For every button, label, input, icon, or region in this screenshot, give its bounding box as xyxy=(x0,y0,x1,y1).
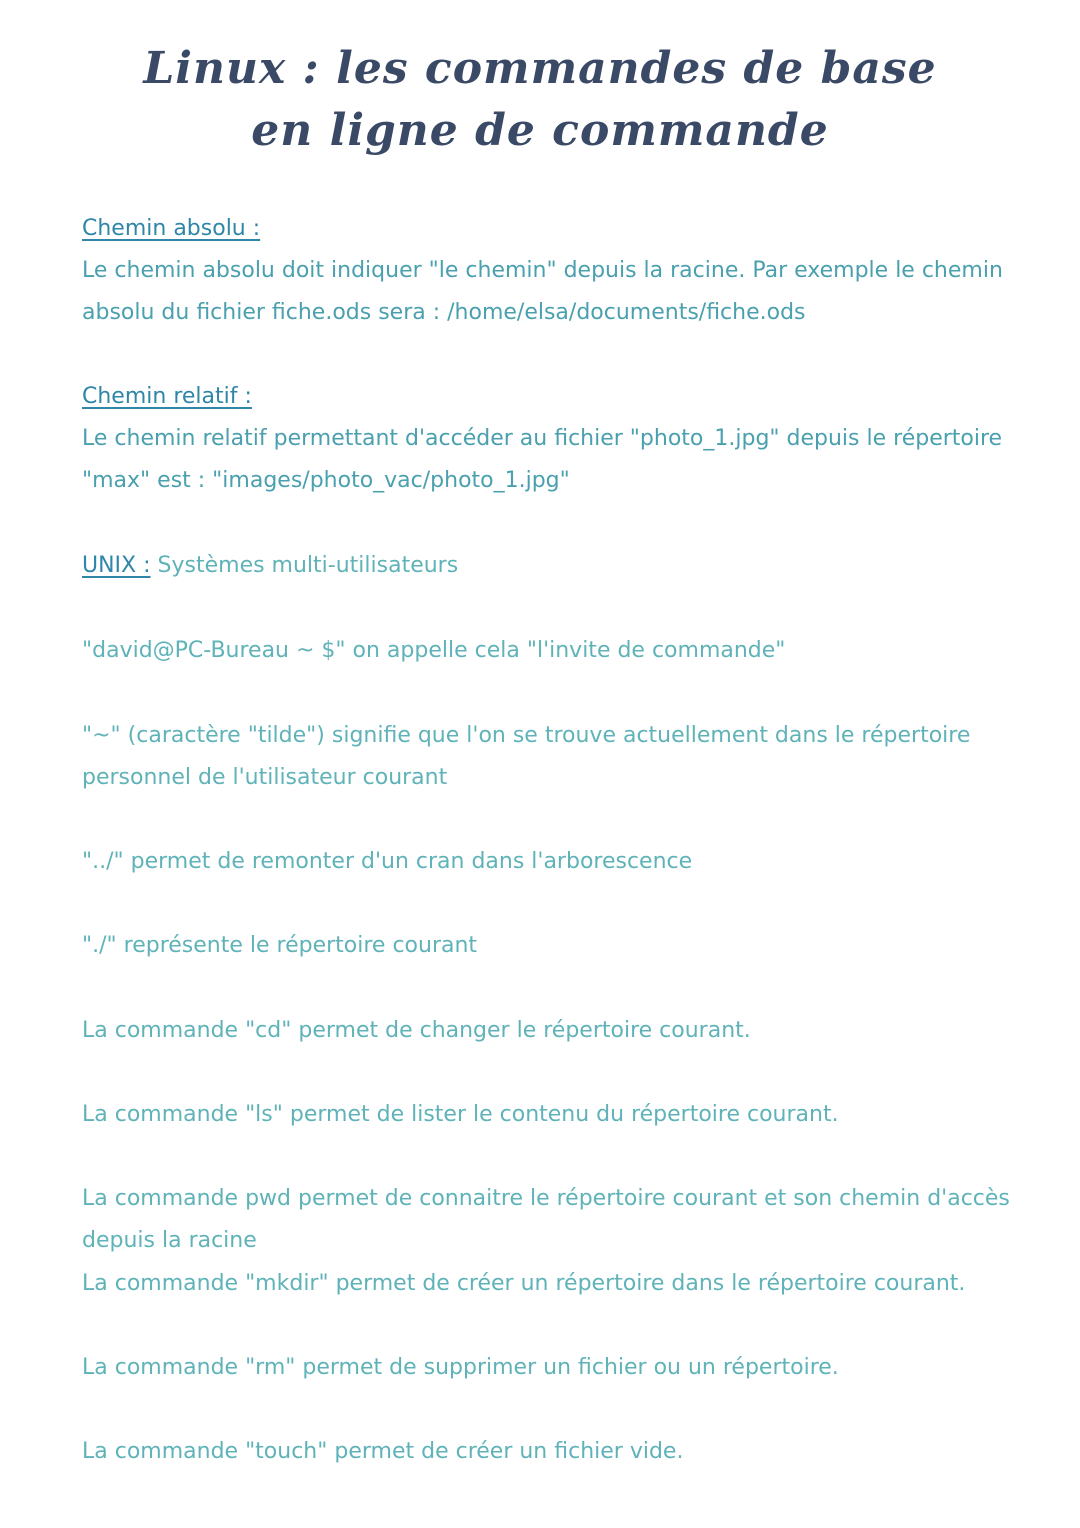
heading-unix: UNIX : xyxy=(82,553,151,578)
text-chemin-relatif: Le chemin relatif permettant d'accéder au fichier "photo_1.jpg" depuis le répertoire "max" est : "images/photo_vac/photo_1.jpg" xyxy=(82,426,1003,493)
line-ls: La commande "ls" permet de lister le contenu du répertoire courant. xyxy=(82,1102,839,1127)
heading-chemin-absolu: Chemin absolu : xyxy=(82,216,261,241)
line-dot: "./" représente le répertoire courant xyxy=(82,933,478,958)
line-touch: La commande "touch" permet de créer un fichier vide. xyxy=(82,1439,684,1464)
heading-chemin-relatif: Chemin relatif : xyxy=(82,384,252,409)
section-unix xyxy=(82,545,1012,587)
page-title-line-1: Linux : les commandes de base xyxy=(143,43,937,94)
line-cd: La commande "cd" permet de changer le répertoire courant. xyxy=(82,1018,751,1043)
section-chemin-relatif xyxy=(82,376,1012,502)
page-title-line-2: en ligne de commande xyxy=(251,105,829,156)
section-chemin-absolu xyxy=(82,208,1012,334)
line-invite: "david@PC-Bureau ~ $" on appelle cela "l'invite de commande" xyxy=(82,638,786,663)
line-rm: La commande "rm" permet de supprimer un fichier ou un répertoire. xyxy=(82,1355,839,1380)
line-mkdir: La commande "mkdir" permet de créer un répertoire dans le répertoire courant. xyxy=(82,1271,966,1296)
text-chemin-absolu: Le chemin absolu doit indiquer "le chemin" depuis la racine. Par exemple le chemin absolu du fichier fiche.ods sera : /home/elsa/documents/fiche.ods xyxy=(82,258,1003,325)
text-unix: Systèmes multi-utilisateurs xyxy=(150,553,459,578)
line-pwd: La commande pwd permet de connaitre le répertoire courant et son chemin d'accès depuis la racine xyxy=(82,1186,1010,1253)
line-tilde: "~" (caractère "tilde") signifie que l'on se trouve actuellement dans le répertoire personnel de l'utilisateur courant xyxy=(82,723,971,790)
line-dotdot: "../" permet de remonter d'un cran dans l'arborescence xyxy=(82,849,693,874)
